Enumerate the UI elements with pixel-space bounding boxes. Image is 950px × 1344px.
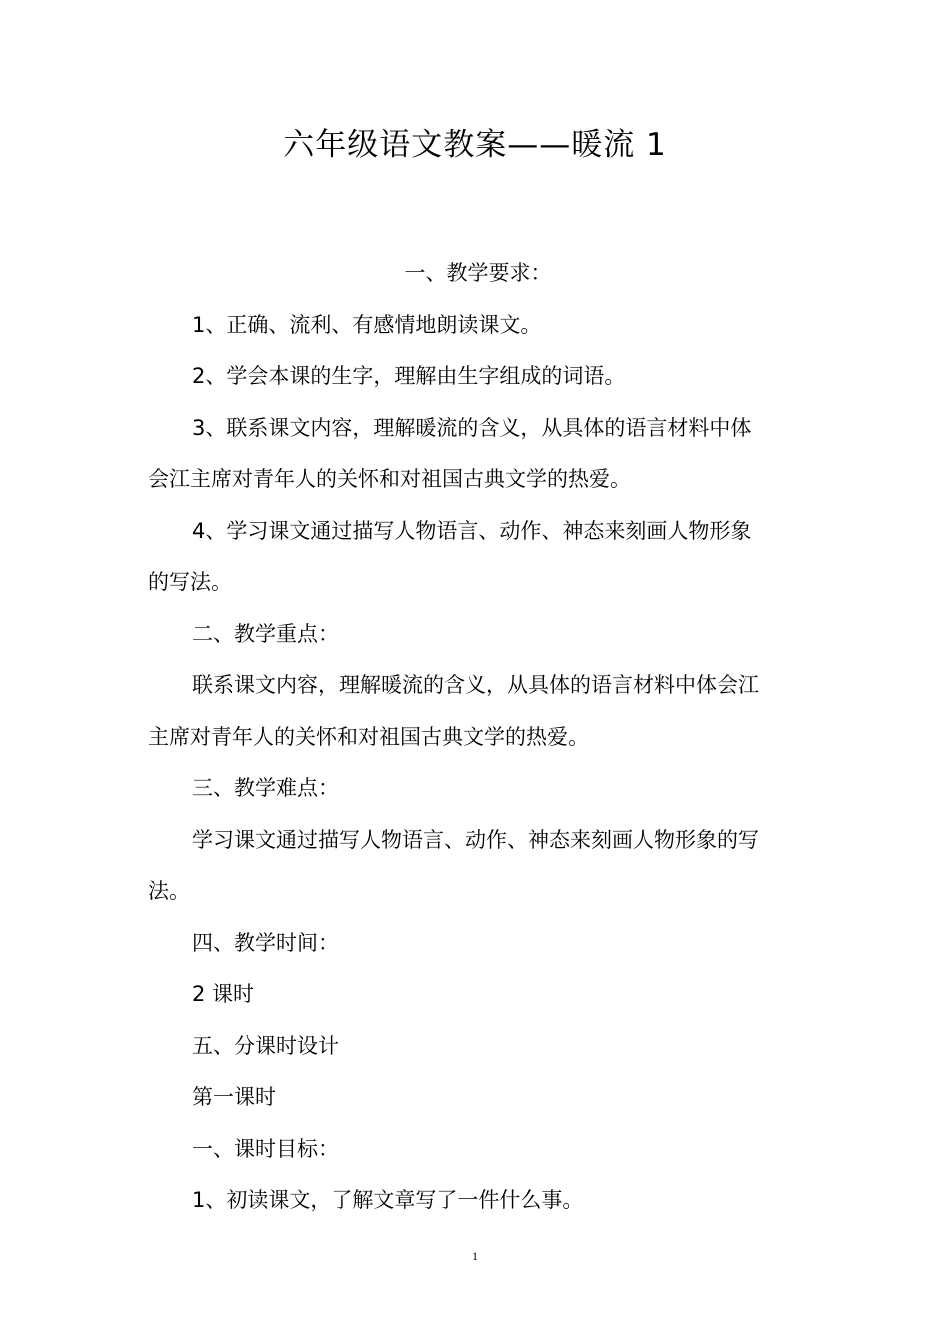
page-number: 1 [472, 1249, 478, 1263]
section-heading-key-points: 二、教学重点： [192, 621, 339, 646]
lesson-goal-1: 1、初读课文，了解文章写了一件什么事。 [192, 1188, 584, 1212]
section-heading-requirements: 一、教学要求： [404, 261, 552, 285]
requirement-1: 1、正确、流利、有感情地朗读课文。 [192, 312, 542, 337]
difficulty-line-2: 法。 [148, 879, 190, 903]
section-heading-lesson-goals: 一、课时目标： [192, 1136, 339, 1161]
requirement-4-line-1: 4、学习课文通过描写人物语言、动作、神态来刻画人物形象 [192, 518, 752, 543]
requirement-2: 2、学会本课的生字，理解由生字组成的词语。 [192, 364, 626, 388]
teaching-time-value: 2 课时 [192, 982, 255, 1006]
document-body [148, 248, 808, 1227]
key-point-line-1: 联系课文内容，理解暖流的含义，从具体的语言材料中体会江 [192, 673, 759, 697]
difficulty-line-1: 学习课文通过描写人物语言、动作、神态来刻画人物形象的写 [192, 827, 759, 852]
requirement-4-line-2: 的写法。 [148, 570, 232, 594]
requirement-3-line-1: 3、联系课文内容，理解暖流的含义，从具体的语言材料中体 [192, 415, 752, 440]
section-heading-time: 四、教学时间： [192, 930, 339, 955]
section-heading-difficulties: 三、教学难点： [192, 776, 339, 800]
lesson-heading-first: 第一课时 [192, 1085, 276, 1109]
section-heading-lesson-design: 五、分课时设计 [192, 1033, 339, 1058]
requirement-3-line-2: 会江主席对青年人的关怀和对祖国古典文学的热爱。 [148, 467, 631, 491]
document-title: 六年级语文教案——暖流 1 [283, 127, 667, 163]
key-point-line-2: 主席对青年人的关怀和对祖国古典文学的热爱。 [148, 724, 589, 749]
